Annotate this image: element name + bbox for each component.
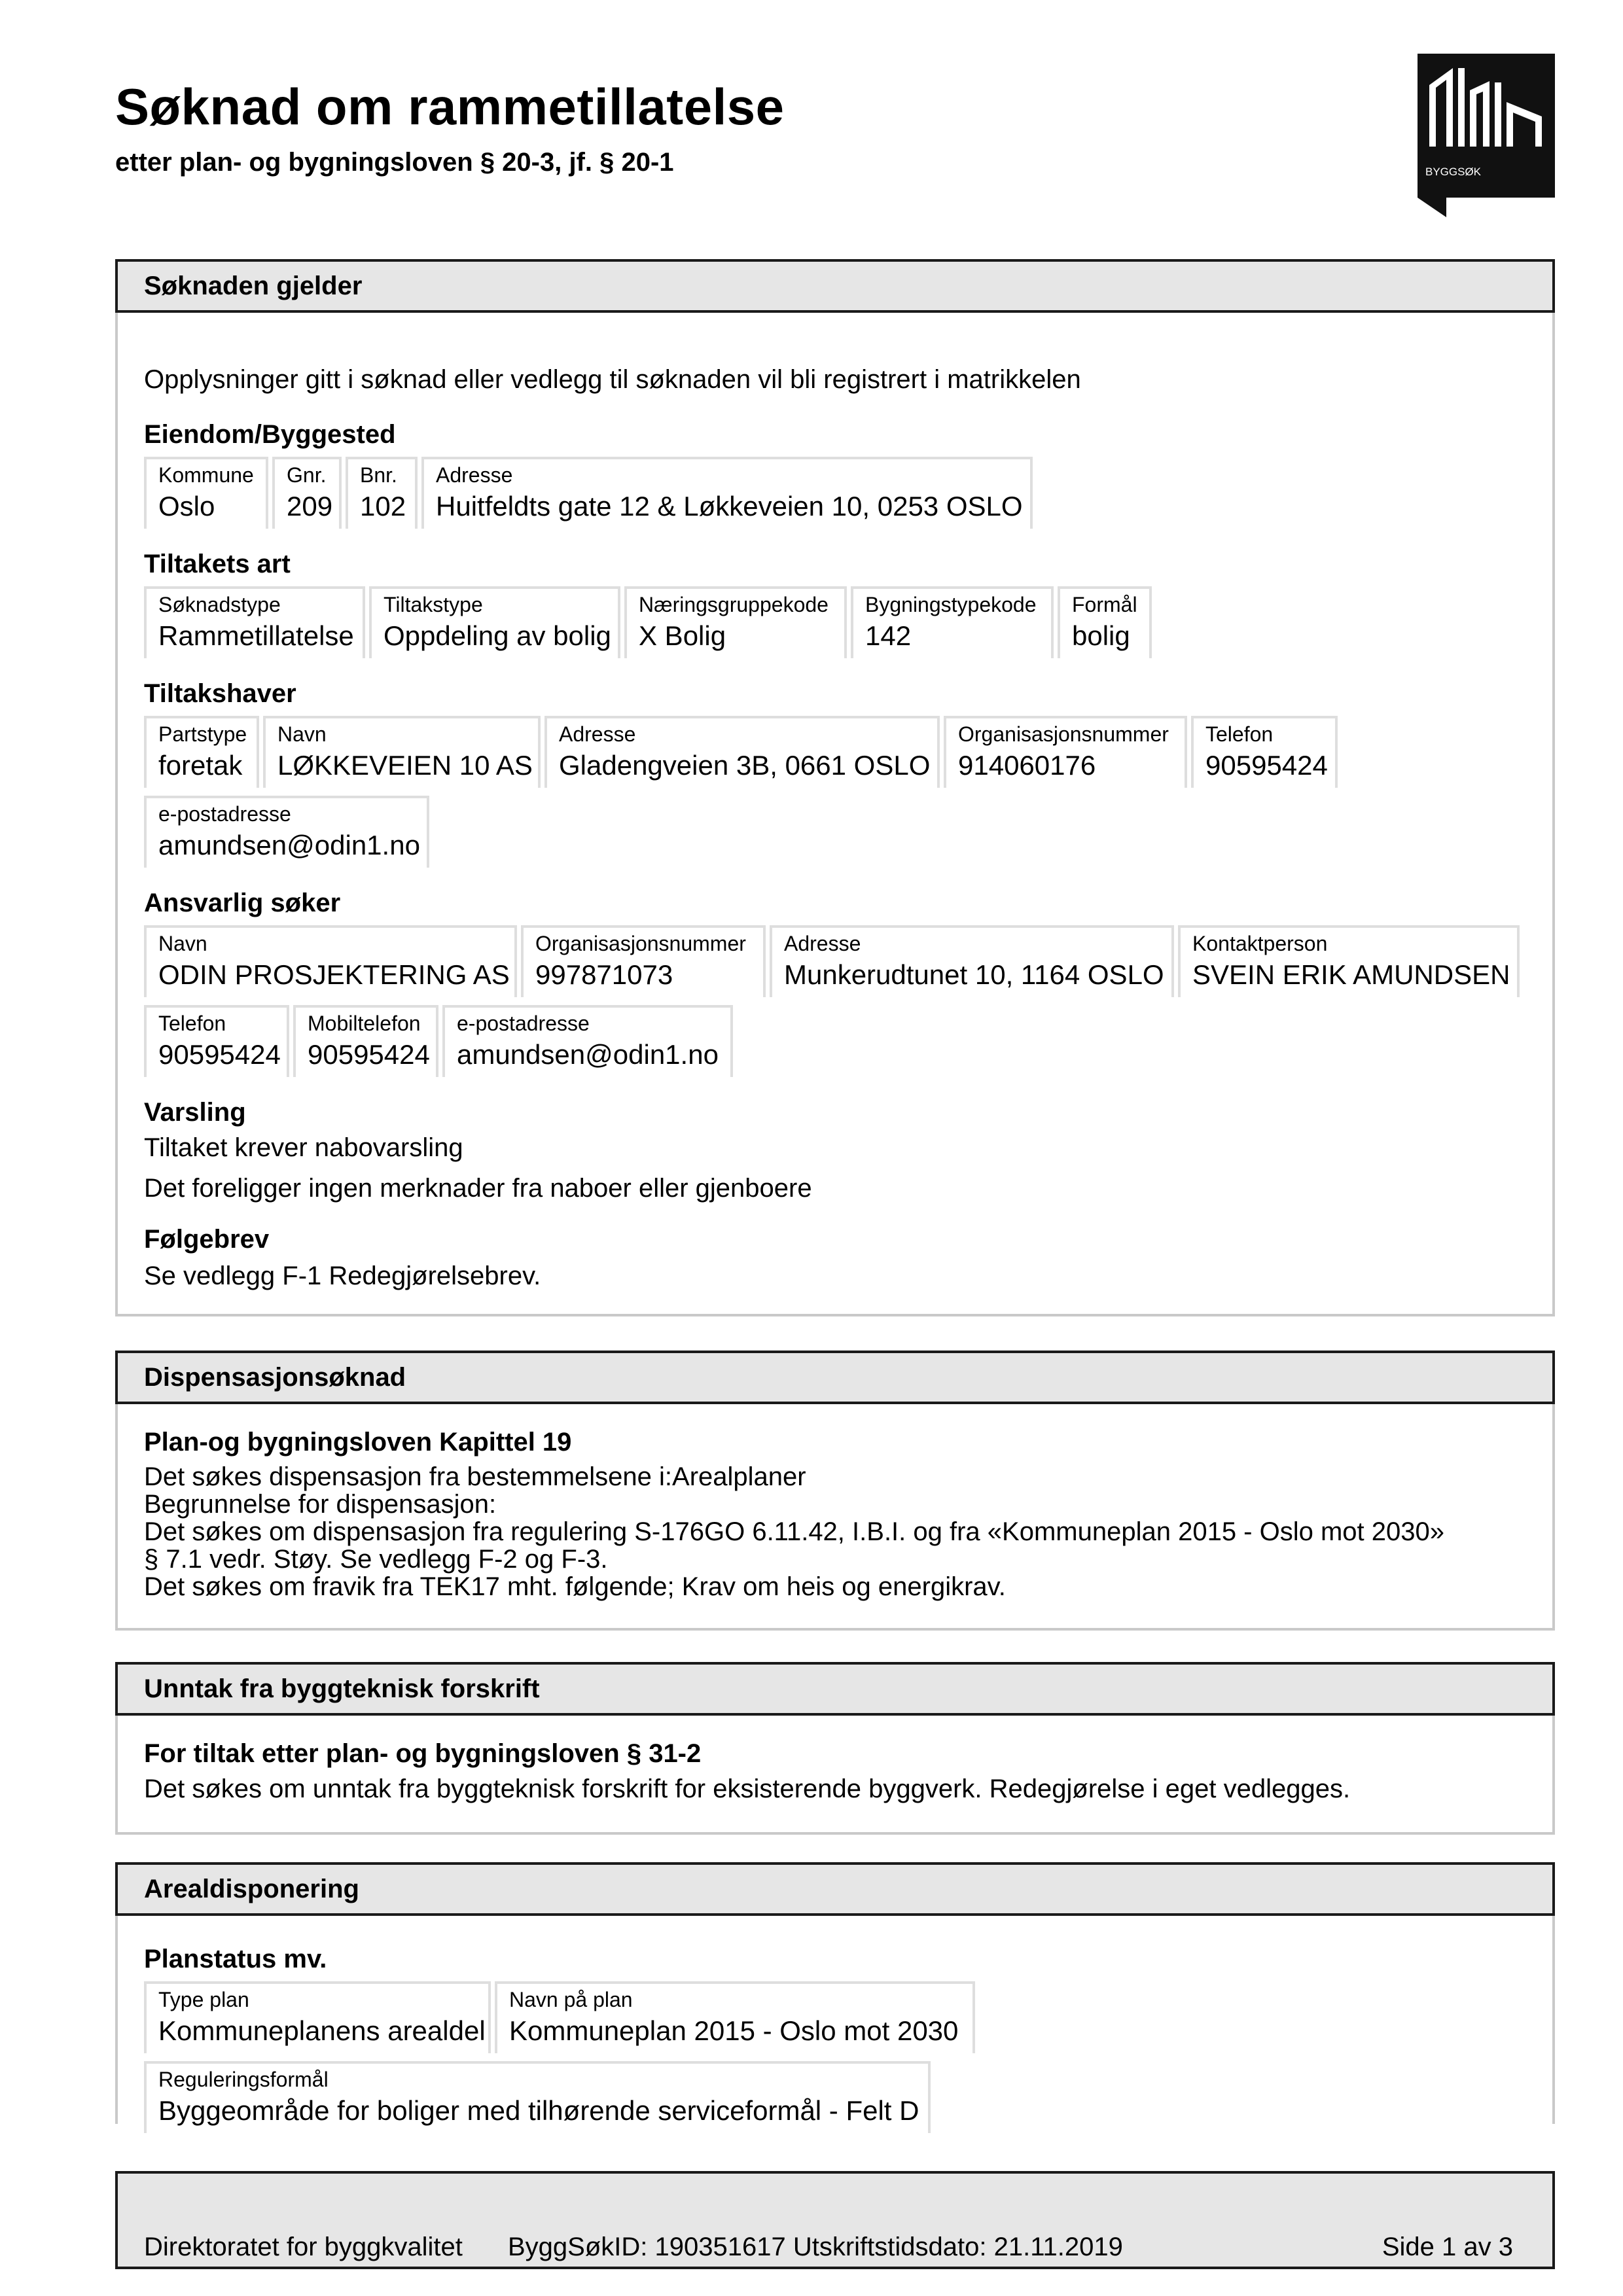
byggsok-logo <box>1418 54 1555 198</box>
tiltakshaver-heading: Tiltakshaver <box>144 679 296 708</box>
dispensasjon-line-3: Det søkes om dispensasjon fra regulering S-176GO 6.11.42, I.B.I. og fra «Kommuneplan 2015 - Oslo mot 2030» <box>144 1517 1444 1546</box>
dispensasjon-line-5: Det søkes om fravik fra TEK17 mht. følgende; Krav om heis og energikrav. <box>144 1572 1006 1601</box>
field-tiltakstype: Tiltakstype Oppdeling av bolig <box>369 586 620 658</box>
varsling-heading: Varsling <box>144 1098 246 1127</box>
field-partstype: Partstype foretak <box>144 716 259 788</box>
tiltakets-art-heading: Tiltakets art <box>144 550 291 578</box>
section-title: Søknaden gjelder <box>115 259 1555 313</box>
ansvarlig-soker-heading: Ansvarlig søker <box>144 889 341 917</box>
varsling-line-2: Det foreligger ingen merknader fra naboer eller gjenboere <box>144 1174 812 1203</box>
field-tiltakshaver-adresse: Adresse Gladengveien 3B, 0661 OSLO <box>544 716 940 788</box>
dispensasjon-line-2: Begrunnelse for dispensasjon: <box>144 1490 497 1519</box>
svg-text:BYGGSØK: BYGGSØK <box>1425 166 1482 178</box>
varsling-line-1: Tiltaket krever nabovarsling <box>144 1133 463 1162</box>
field-bnr: Bnr. 102 <box>346 457 418 529</box>
folgebrev-heading: Følgebrev <box>144 1225 270 1254</box>
page-subtitle: etter plan- og bygningsloven § 20-3, jf. § 20-1 <box>115 148 674 177</box>
field-soker-mobil: Mobiltelefon 90595424 <box>293 1005 438 1077</box>
eiendom-heading: Eiendom/Byggested <box>144 420 396 449</box>
footer-id: ByggSøkID: 190351617 Utskriftstidsdato: 21.11.2019 <box>508 2233 1123 2261</box>
field-reguleringsformal: Reguleringsformål Byggeområde for boliger med tilhørende serviceformål - Felt D <box>144 2061 931 2133</box>
field-adresse: Adresse Huitfeldts gate 12 & Løkkeveien 10, 0253 OSLO <box>421 457 1033 529</box>
section-arealdisponering <box>115 1862 1555 2124</box>
field-kommune: Kommune Oslo <box>144 457 268 529</box>
field-tiltakshaver-navn: Navn LØKKEVEIEN 10 AS <box>263 716 541 788</box>
planstatus-heading: Planstatus mv. <box>144 1945 327 1973</box>
section-dispensasjon <box>115 1351 1555 1631</box>
field-tiltakshaver-telefon: Telefon 90595424 <box>1191 716 1338 788</box>
field-soker-navn: Navn ODIN PROSJEKTERING AS <box>144 925 517 997</box>
dispensasjon-line-4: § 7.1 vedr. Støy. Se vedlegg F-2 og F-3. <box>144 1545 608 1574</box>
field-soknadstype: Søknadstype Rammetillatelse <box>144 586 365 658</box>
field-navn-plan: Navn på plan Kommuneplan 2015 - Oslo mot 2030 <box>495 1981 975 2053</box>
field-soker-kontaktperson: Kontaktperson SVEIN ERIK AMUNDSEN <box>1178 925 1520 997</box>
page-title: Søknad om rammetillatelse <box>115 78 785 135</box>
field-tiltakshaver-orgnr: Organisasjonsnummer 914060176 <box>944 716 1187 788</box>
dispensasjon-line-1: Det søkes dispensasjon fra bestemmelsene i:Arealplaner <box>144 1462 806 1491</box>
section-soknaden-gjelder <box>115 259 1555 1316</box>
dispensasjon-heading: Plan-og bygningsloven Kapittel 19 <box>144 1428 572 1457</box>
intro-text: Opplysninger gitt i søknad eller vedlegg til søknaden vil bli registrert i matrikkelen <box>144 365 1081 394</box>
field-gnr: Gnr. 209 <box>272 457 342 529</box>
field-soker-adresse: Adresse Munkerudtunet 10, 1164 OSLO <box>770 925 1174 997</box>
field-tiltakshaver-epost: e-postadresse amundsen@odin1.no <box>144 796 429 868</box>
section-title: Dispensasjonsøknad <box>115 1351 1555 1404</box>
field-soker-epost: e-postadresse amundsen@odin1.no <box>442 1005 733 1077</box>
section-title: Unntak fra byggteknisk forskrift <box>115 1662 1555 1716</box>
page-footer <box>115 2171 1555 2269</box>
section-title: Arealdisponering <box>115 1862 1555 1916</box>
section-unntak <box>115 1662 1555 1835</box>
field-bygningstypekode: Bygningstypekode 142 <box>851 586 1054 658</box>
footer-page: Side 1 av 3 <box>1382 2233 1513 2261</box>
field-formal: Formål bolig <box>1058 586 1152 658</box>
unntak-text: Det søkes om unntak fra byggteknisk forskrift for eksisterende byggverk. Redegjørelse i eget vedlegges. <box>144 1775 1351 1803</box>
unntak-heading: For tiltak etter plan- og bygningsloven § 31-2 <box>144 1739 702 1768</box>
footer-org: Direktoratet for byggkvalitet <box>144 2233 463 2261</box>
field-soker-telefon: Telefon 90595424 <box>144 1005 289 1077</box>
field-naeringsgruppekode: Næringsgruppekode X Bolig <box>624 586 847 658</box>
field-type-plan: Type plan Kommuneplanens arealdel <box>144 1981 491 2053</box>
folgebrev-text: Se vedlegg F-1 Redegjørelsebrev. <box>144 1262 541 1290</box>
field-soker-orgnr: Organisasjonsnummer 997871073 <box>521 925 766 997</box>
